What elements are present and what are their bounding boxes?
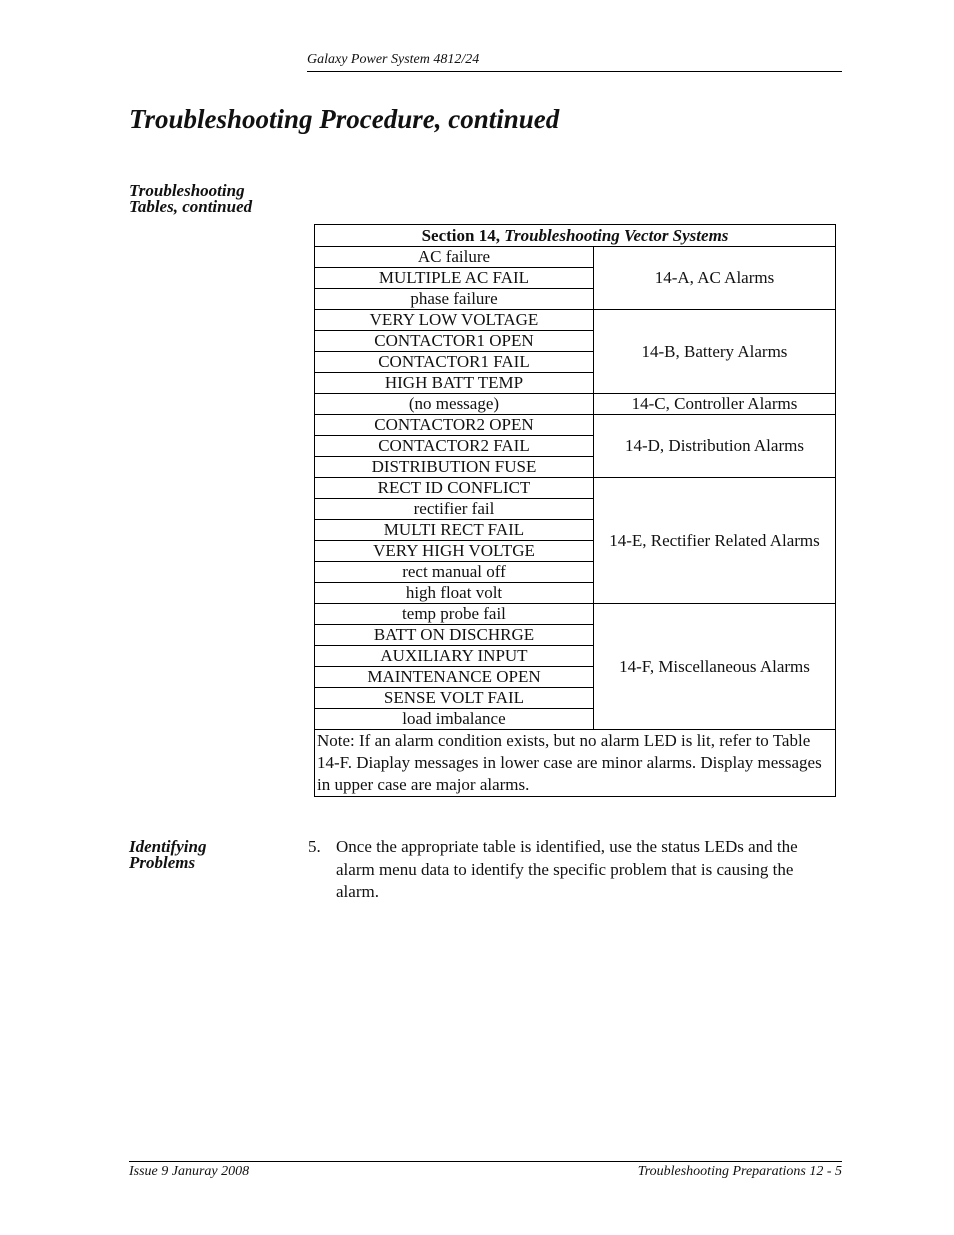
running-header: Galaxy Power System 4812/24: [307, 52, 842, 72]
display-message-cell: (no message): [315, 394, 594, 415]
side-heading-line-1: Troubleshooting: [129, 181, 245, 200]
display-message-cell: rectifier fail: [315, 499, 594, 520]
step-item: [308, 836, 840, 904]
side-heading-line-2: Problems: [129, 853, 196, 872]
display-message-cell: temp probe fail: [315, 604, 594, 625]
table-title: [315, 225, 836, 247]
table-title-italic: Troubleshooting Vector Systems: [504, 226, 729, 245]
display-message-cell: CONTACTOR1 OPEN: [315, 331, 594, 352]
alarm-table-body: [315, 247, 836, 730]
display-message-cell: CONTACTOR2 FAIL: [315, 436, 594, 457]
table-row: [315, 247, 836, 268]
display-message-cell: MULTI RECT FAIL: [315, 520, 594, 541]
display-message-cell: load imbalance: [315, 709, 594, 730]
table-row: [315, 478, 836, 499]
section-reference-cell: 14-B, Battery Alarms: [593, 310, 835, 394]
step-number: 5.: [308, 837, 321, 856]
section-reference-cell: 14-E, Rectifier Related Alarms: [593, 478, 835, 604]
display-message-cell: SENSE VOLT FAIL: [315, 688, 594, 709]
side-heading-identifying-problems: [129, 839, 206, 871]
display-message-cell: AUXILIARY INPUT: [315, 646, 594, 667]
table-title-bold: Section 14,: [421, 226, 500, 245]
table-note: Note: If an alarm condition exists, but no alarm LED is lit, refer to Table 14-F. Diaplay messages in lower case are minor alarms. Display messages in upper case are major alarms.: [315, 730, 836, 797]
display-message-cell: VERY HIGH VOLTGE: [315, 541, 594, 562]
display-message-cell: HIGH BATT TEMP: [315, 373, 594, 394]
display-message-cell: DISTRIBUTION FUSE: [315, 457, 594, 478]
display-message-cell: CONTACTOR2 OPEN: [315, 415, 594, 436]
section-reference-cell: 14-F, Miscellaneous Alarms: [593, 604, 835, 730]
section-reference-cell: 14-A, AC Alarms: [593, 247, 835, 310]
side-heading-troubleshooting-tables: [129, 183, 252, 215]
footer-page-ref: Troubleshooting Preparations 12 - 5: [637, 1164, 842, 1179]
display-message-cell: MAINTENANCE OPEN: [315, 667, 594, 688]
display-message-cell: phase failure: [315, 289, 594, 310]
display-message-cell: MULTIPLE AC FAIL: [315, 268, 594, 289]
display-message-cell: VERY LOW VOLTAGE: [315, 310, 594, 331]
display-message-cell: CONTACTOR1 FAIL: [315, 352, 594, 373]
table-row: [315, 604, 836, 625]
display-message-cell: AC failure: [315, 247, 594, 268]
side-heading-line-1: Identifying: [129, 837, 207, 856]
section-reference-cell: 14-C, Controller Alarms: [593, 394, 835, 415]
display-message-cell: high float volt: [315, 583, 594, 604]
table-row: [315, 310, 836, 331]
footer-issue: Issue 9 Januray 2008: [129, 1164, 250, 1179]
display-message-cell: BATT ON DISCHRGE: [315, 625, 594, 646]
table-row: [315, 415, 836, 436]
step-text: Once the appropriate table is identified, use the status LEDs and the alarm menu data to identify the specific problem that is causing the alarm.: [336, 837, 798, 901]
section-reference-cell: 14-D, Distribution Alarms: [593, 415, 835, 478]
side-heading-line-2: Tables, continued: [129, 197, 253, 216]
display-message-cell: RECT ID CONFLICT: [315, 478, 594, 499]
alarm-section-table: [314, 224, 836, 797]
page-footer: [129, 1161, 842, 1179]
table-row: [315, 394, 836, 415]
page-title: Troubleshooting Procedure, continued: [129, 104, 560, 134]
display-message-cell: rect manual off: [315, 562, 594, 583]
